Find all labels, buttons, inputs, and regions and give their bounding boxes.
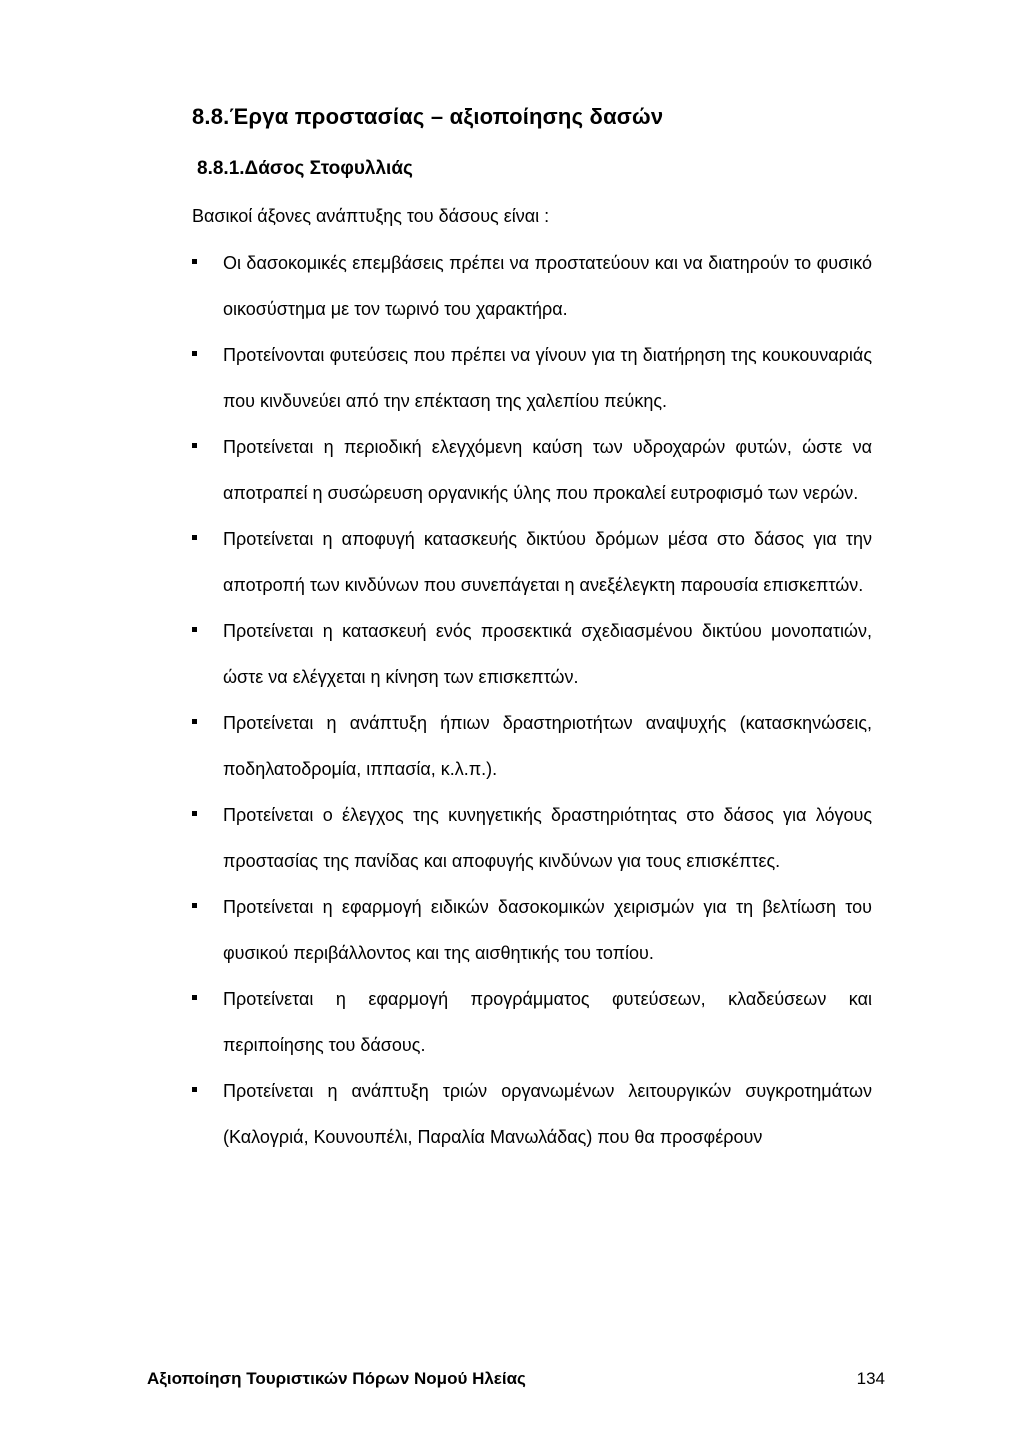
list-item-text: Προτείνεται η εφαρμογή ειδικών δασοκομικών χειρισμών για τη βελτίωση του φυσικού περιβάλλοντος και της αισθητικής του τοπίου. xyxy=(223,897,872,963)
list-item-text: Οι δασοκομικές επεμβάσεις πρέπει να προστατεύουν και να διατηρούν το φυσικό οικοσύστημα με τον τωρινό του χαρακτήρα. xyxy=(223,253,872,319)
list-item xyxy=(192,1068,872,1160)
list-item xyxy=(192,424,872,516)
intro-paragraph: Βασικοί άξονες ανάπτυξης του δάσους είναι : xyxy=(192,206,550,226)
bullet-icon xyxy=(192,627,197,632)
list-item-text: Προτείνεται η περιοδική ελεγχόμενη καύση των υδροχαρών φυτών, ώστε να αποτραπεί η συσώρευση οργανικής ύλης που προκαλεί ευτροφισμό των νερών. xyxy=(223,437,872,503)
footer-title: Αξιοποίηση Τουριστικών Πόρων Νομού Ηλείας xyxy=(147,1369,526,1388)
list-item-text: Προτείνεται η αποφυγή κατασκευής δικτύου δρόμων μέσα στο δάσος για την αποτροπή των κινδύνων που συνεπάγεται η ανεξέλεγκτη παρουσία επισκεπτών. xyxy=(223,529,872,595)
list-item xyxy=(192,976,872,1068)
list-item xyxy=(192,884,872,976)
bullet-icon xyxy=(192,351,197,356)
list-item-text: Προτείνονται φυτεύσεις που πρέπει να γίνουν για τη διατήρηση της κουκουναριάς που κινδυνεύει από την επέκταση της χαλεπίου πεύκης. xyxy=(223,345,872,411)
list-item xyxy=(192,608,872,700)
section-heading: 8.8.Έργα προστασίας – αξιοποίησης δασών xyxy=(192,104,664,129)
bullet-icon xyxy=(192,903,197,908)
list-item-text: Προτείνεται ο έλεγχος της κυνηγετικής δραστηριότητας στο δάσος για λόγους προστασίας της πανίδας και αποφυγής κινδύνων για τους επισκέπτες. xyxy=(223,805,872,871)
bullet-icon xyxy=(192,535,197,540)
bullet-icon xyxy=(192,443,197,448)
list-item-text: Προτείνεται η εφαρμογή προγράμματος φυτεύσεων, κλαδεύσεων και περιποίησης του δάσους. xyxy=(223,989,872,1055)
bullet-icon xyxy=(192,719,197,724)
page-footer xyxy=(147,1369,885,1389)
list-item xyxy=(192,700,872,792)
bullet-icon xyxy=(192,1087,197,1092)
subsection-heading: 8.8.1.Δάσος Στοφυλλιάς xyxy=(197,158,413,179)
page-number: 134 xyxy=(856,1369,885,1388)
list-item-text: Προτείνεται η ανάπτυξη τριών οργανωμένων λειτουργικών συγκροτημάτων (Καλογριά, Κουνουπέλι, Παραλία Μανωλάδας) που θα προσφέρουν xyxy=(223,1081,872,1147)
list-item-text: Προτείνεται η κατασκευή ενός προσεκτικά σχεδιασμένου δικτύου μονοπατιών, ώστε να ελέγχεται η κίνηση των επισκεπτών. xyxy=(223,621,872,687)
bullet-icon xyxy=(192,259,197,264)
list-item xyxy=(192,516,872,608)
list-item xyxy=(192,332,872,424)
list-item xyxy=(192,792,872,884)
bullet-list xyxy=(192,240,872,1160)
list-item xyxy=(192,240,872,332)
list-item-text: Προτείνεται η ανάπτυξη ήπιων δραστηριοτήτων αναψυχής (κατασκηνώσεις, ποδηλατοδρομία, ιππασία, κ.λ.π.). xyxy=(223,713,872,779)
bullet-icon xyxy=(192,995,197,1000)
bullet-icon xyxy=(192,811,197,816)
